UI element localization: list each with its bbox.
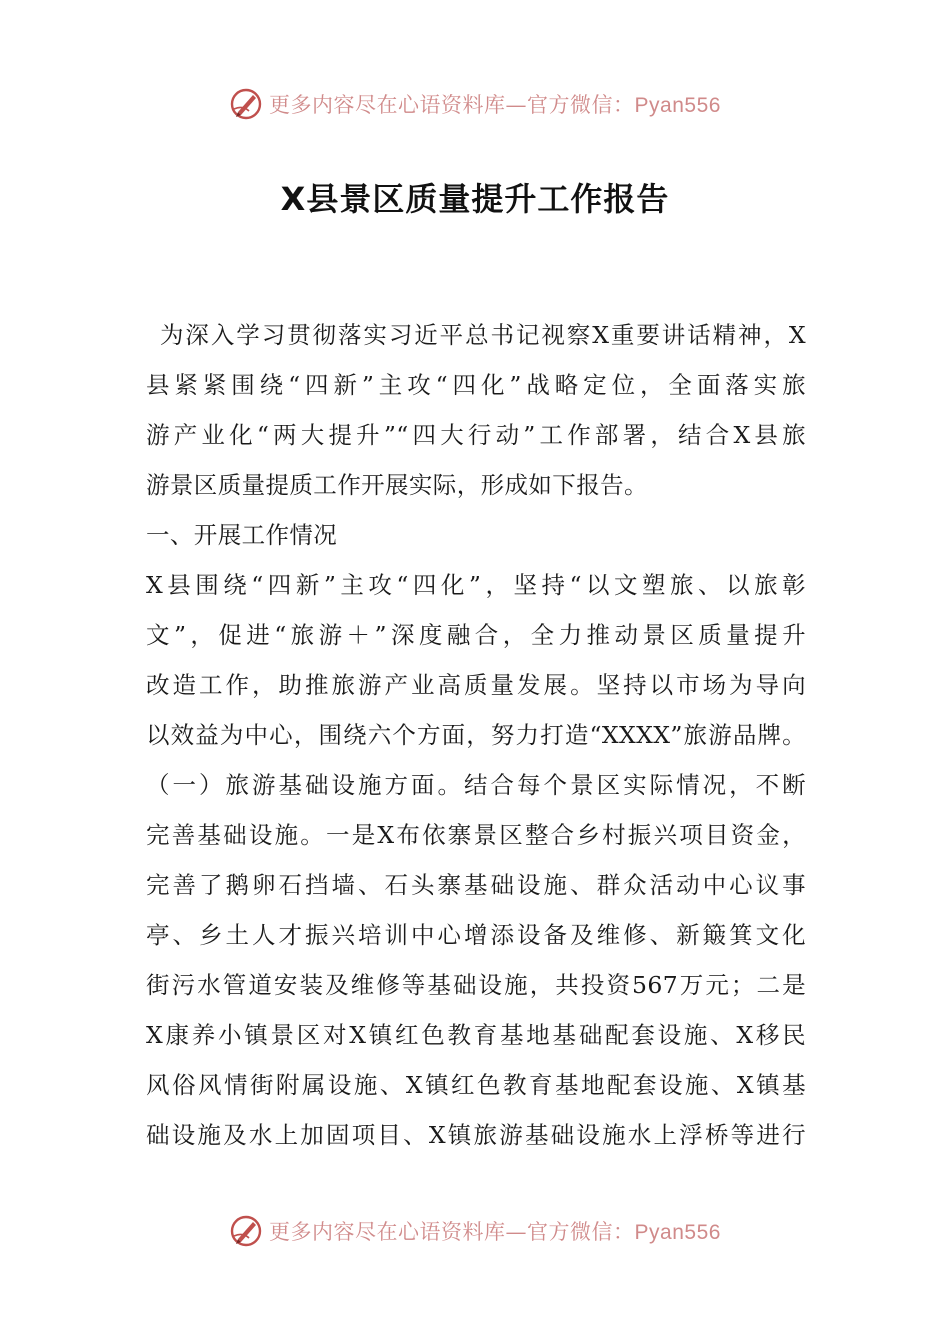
document-body <box>146 310 806 1160</box>
paragraph-line: 县紧紧围绕“四新”主攻“四化”战略定位，全面落实旅 <box>146 371 806 399</box>
paragraph-line: 完善基础设施。一是X布依寨景区整合乡村振兴项目资金， <box>146 821 806 849</box>
pen-logo-icon <box>229 87 263 121</box>
paragraph-line: X康养小镇景区对X镇红色教育基地基础配套设施、X移民 <box>146 1021 806 1049</box>
paragraph-line: X县围绕“四新”主攻“四化”，坚持“以文塑旅、以旅彰 <box>146 571 806 599</box>
document-title: X县景区质量提升工作报告 <box>280 180 670 218</box>
paragraph-line: 改造工作，助推旅游产业高质量发展。坚持以市场为导向 <box>146 671 806 699</box>
paragraph-line: 以效益为中心，围绕六个方面，努力打造“XXXX”旅游品牌。 <box>146 721 806 749</box>
paragraph-line: 文”，促进“旅游＋”深度融合，全力推动景区质量提升 <box>146 621 806 649</box>
paragraph-line: 风俗风情街附属设施、X镇红色教育基地配套设施、X镇基 <box>146 1071 806 1099</box>
paragraph-line: 完善了鹅卵石挡墙、石头寨基础设施、群众活动中心议事 <box>146 871 806 899</box>
watermark-text: 更多内容尽在心语资料库—官方微信：Pyan556 <box>269 93 721 117</box>
watermark-text: 更多内容尽在心语资料库—官方微信：Pyan556 <box>269 1220 721 1244</box>
paragraph-line: 亭、乡土人才振兴培训中心增添设备及维修、新簸箕文化 <box>146 921 806 949</box>
paragraph-line: 街污水管道安装及维修等基础设施，共投资567万元；二是 <box>146 971 806 999</box>
paragraph-line: （一）旅游基础设施方面。结合每个景区实际情况，不断 <box>146 771 806 799</box>
header-watermark <box>0 84 950 124</box>
paragraph-line: 础设施及水上加固项目、X镇旅游基础设施水上浮桥等进行 <box>146 1121 806 1149</box>
paragraph-line: 为深入学习贯彻落实习近平总书记视察X重要讲话精神，X <box>160 321 806 349</box>
paragraph-line: 游景区质量提质工作开展实际，形成如下报告。 <box>146 471 648 499</box>
footer-watermark <box>0 1211 950 1251</box>
pen-logo-icon <box>229 1214 263 1248</box>
section-heading: 一、开展工作情况 <box>146 521 338 549</box>
paragraph-line: 游产业化“两大提升”“四大行动”工作部署，结合X县旅 <box>146 421 806 449</box>
